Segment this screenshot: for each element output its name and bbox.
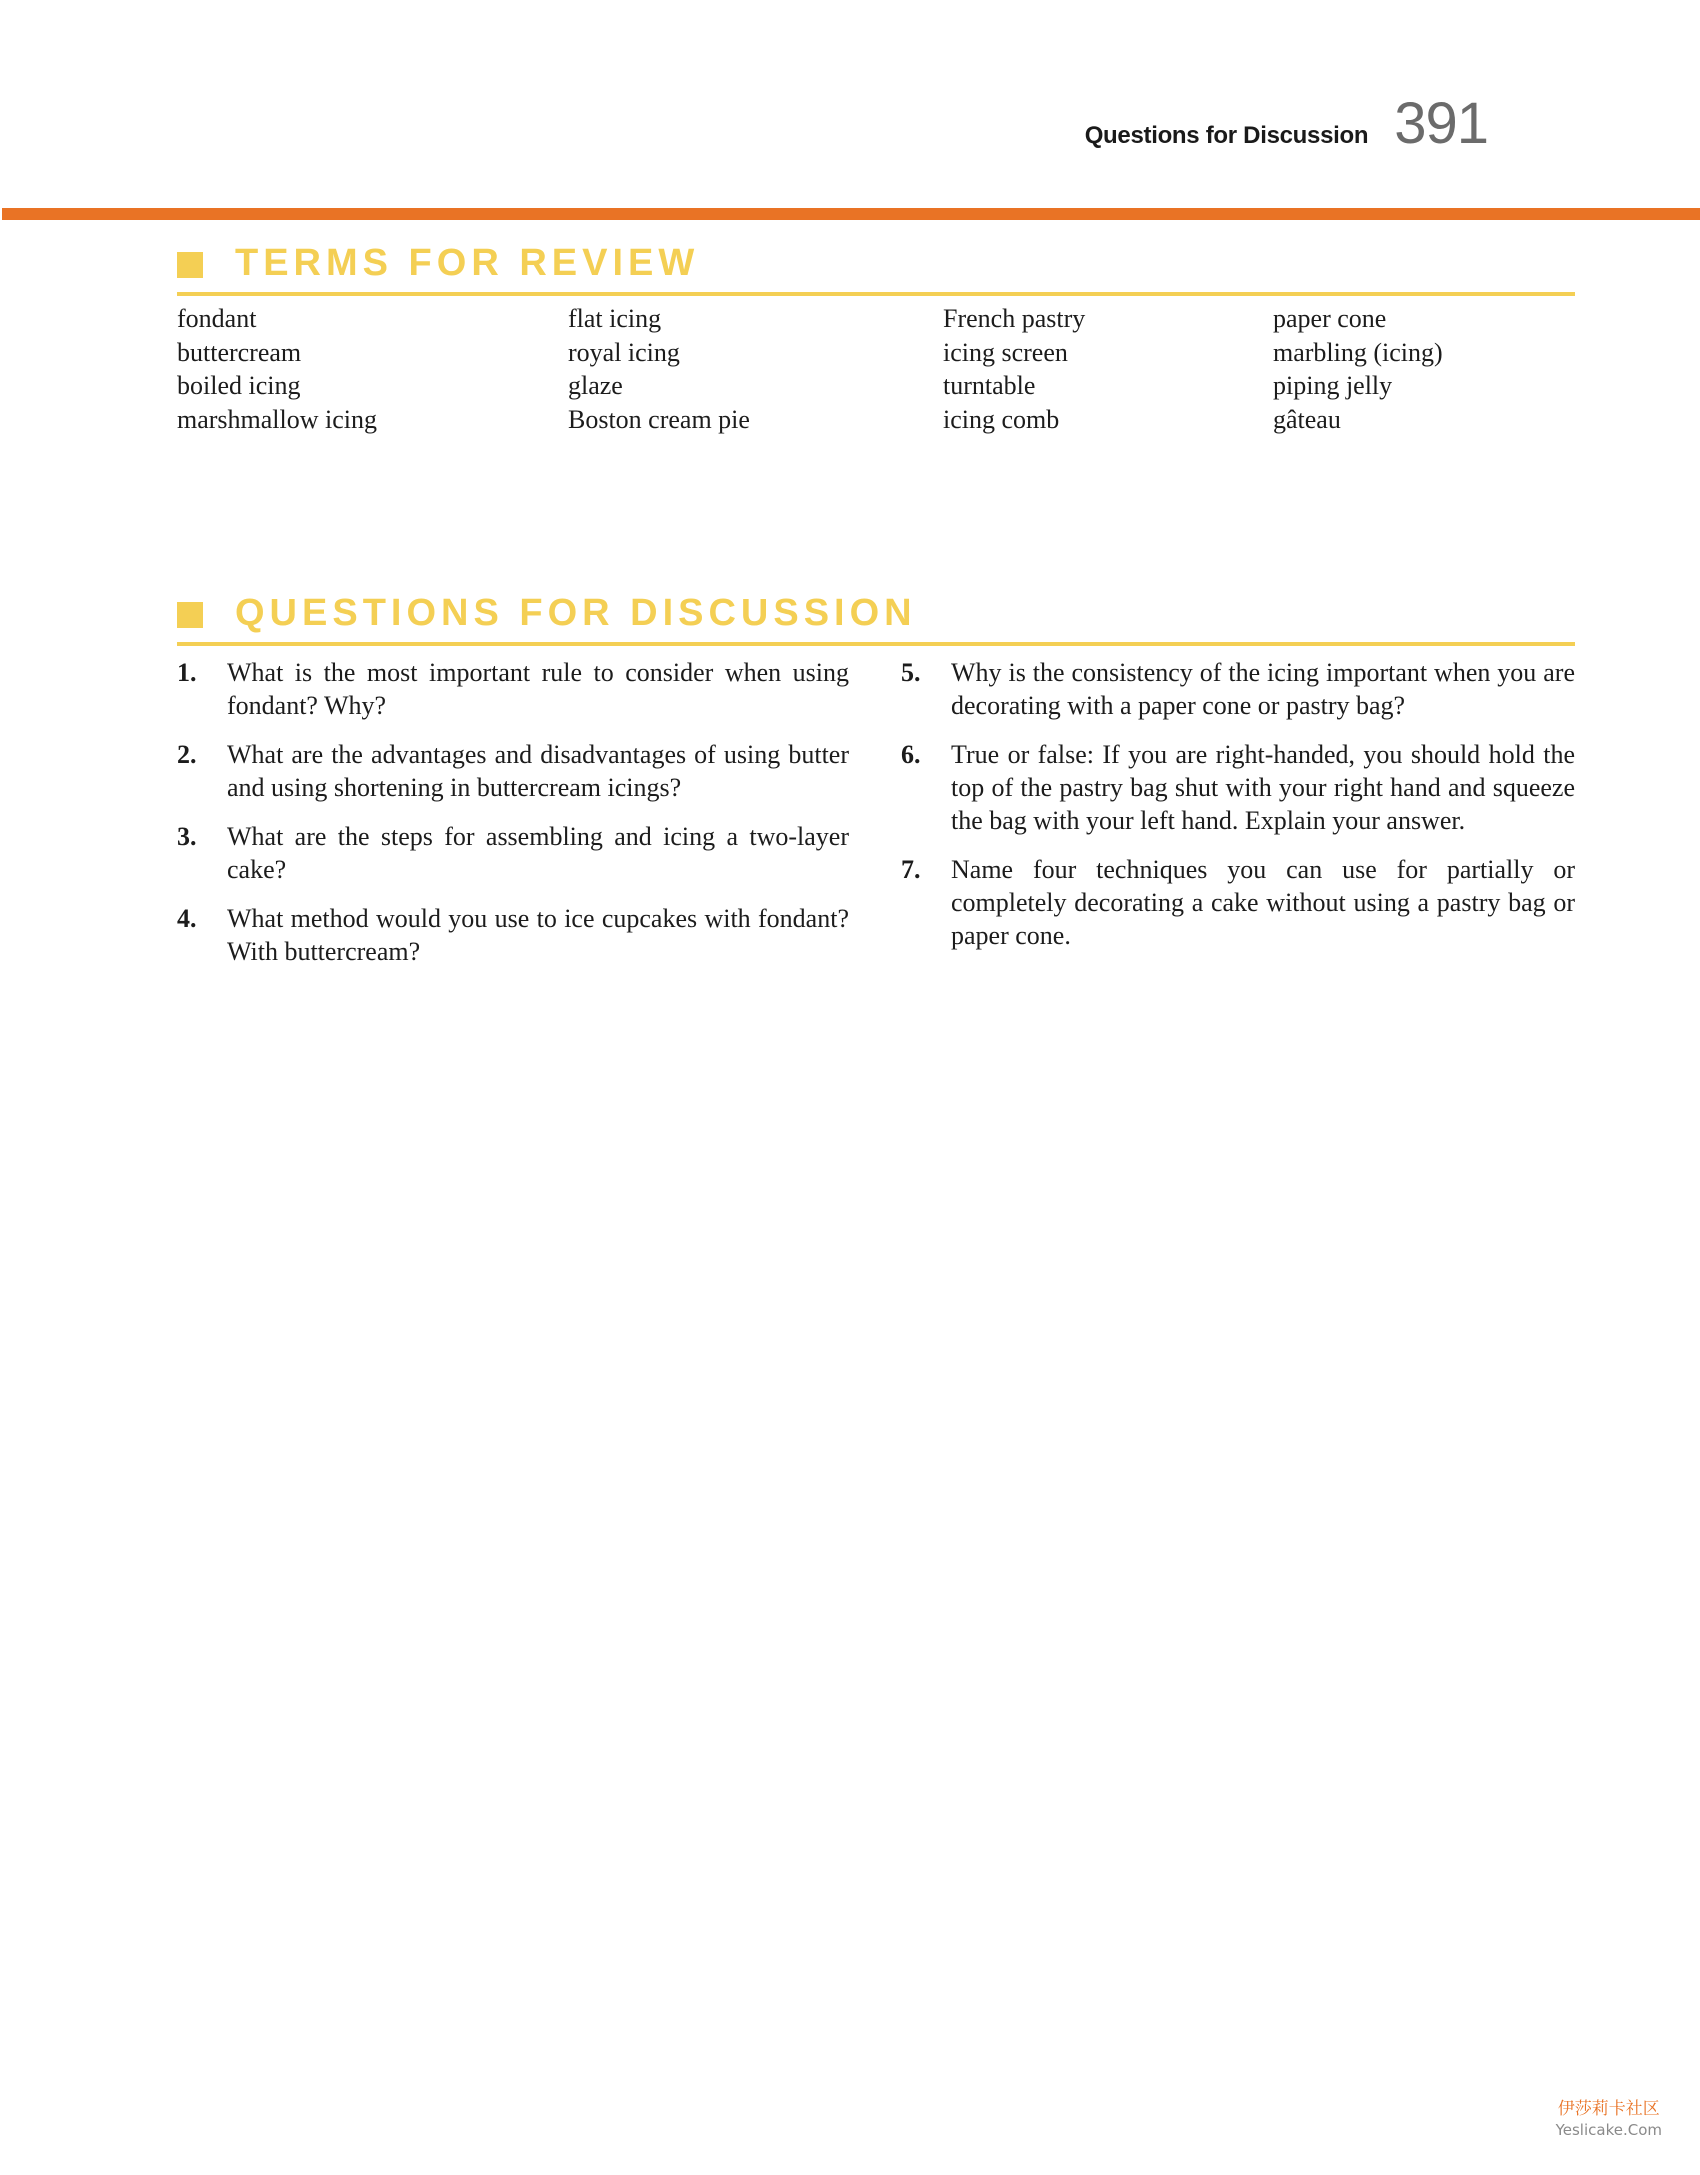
question-item bbox=[901, 853, 1575, 952]
terms-heading: TERMS FOR REVIEW bbox=[235, 242, 700, 284]
term: turntable bbox=[943, 371, 1036, 400]
question-item bbox=[901, 656, 1575, 722]
term: paper cone bbox=[1273, 304, 1387, 333]
terms-for-review-section bbox=[177, 242, 1575, 452]
header-rule bbox=[2, 208, 1700, 220]
term: French pastry bbox=[943, 304, 1086, 333]
question-item bbox=[901, 738, 1575, 837]
heading-square-bullet bbox=[177, 252, 203, 278]
question-item bbox=[177, 656, 849, 722]
section-heading bbox=[177, 242, 1575, 296]
question-number: 3. bbox=[177, 822, 197, 851]
watermark-en: Yeslicake.Com bbox=[1555, 2121, 1662, 2139]
watermark-cn: 伊莎莉卡社区 bbox=[1557, 2099, 1660, 2119]
term: marbling (icing) bbox=[1273, 337, 1443, 367]
term: flat icing bbox=[568, 304, 662, 333]
question-number: 6. bbox=[901, 740, 921, 769]
question-text: What is the most important rule to consider when using fondant? Why? bbox=[227, 658, 849, 720]
questions-for-discussion-section bbox=[177, 592, 1575, 966]
term: buttercream bbox=[177, 337, 302, 367]
questions-column-left bbox=[177, 656, 849, 984]
question-text: What are the advantages and disadvantages of using butter and using shortening in buttercream icings? bbox=[227, 740, 849, 802]
term: glaze bbox=[568, 371, 623, 400]
terms-column-1 bbox=[177, 302, 377, 436]
questions-column-right bbox=[901, 656, 1575, 968]
term: piping jelly bbox=[1273, 371, 1393, 400]
term: boiled icing bbox=[177, 371, 301, 400]
terms-column-4 bbox=[1273, 302, 1443, 436]
question-item bbox=[177, 820, 849, 886]
page-number: 391 bbox=[1394, 91, 1488, 156]
question-text: Why is the consistency of the icing important when you are decorating with a paper cone or pastry bag? bbox=[951, 658, 1575, 720]
question-text: What are the steps for assembling and icing a two-layer cake? bbox=[227, 822, 849, 884]
term: royal icing bbox=[568, 337, 680, 367]
term: icing comb bbox=[943, 404, 1060, 434]
running-head bbox=[1085, 90, 1488, 157]
question-item bbox=[177, 902, 849, 968]
section-heading bbox=[177, 592, 1575, 646]
term: gâteau bbox=[1273, 404, 1341, 434]
term: Boston cream pie bbox=[568, 404, 750, 434]
questions-heading: QUESTIONS FOR DISCUSSION bbox=[235, 592, 917, 634]
question-text: What method would you use to ice cupcakes with fondant? With buttercream? bbox=[227, 904, 849, 966]
watermark bbox=[1556, 2098, 1662, 2140]
question-text: True or false: If you are right-handed, you should hold the top of the pastry bag shut with your right hand and squeeze the bag with your left hand. Explain your answer. bbox=[951, 740, 1575, 835]
heading-square-bullet bbox=[177, 602, 203, 628]
term: fondant bbox=[177, 304, 257, 333]
terms-grid bbox=[177, 302, 1575, 452]
question-number: 2. bbox=[177, 740, 197, 769]
question-number: 5. bbox=[901, 658, 921, 687]
term: marshmallow icing bbox=[177, 404, 378, 434]
terms-column-2 bbox=[568, 302, 750, 436]
terms-column-3 bbox=[943, 302, 1085, 436]
running-head-title: Questions for Discussion bbox=[1084, 122, 1369, 149]
question-number: 1. bbox=[177, 658, 197, 687]
term: icing screen bbox=[943, 337, 1068, 367]
question-number: 7. bbox=[901, 855, 921, 884]
question-number: 4. bbox=[177, 904, 197, 933]
question-text: Name four techniques you can use for partially or completely decorating a cake without using a pastry bag or paper cone. bbox=[951, 855, 1575, 950]
question-item bbox=[177, 738, 849, 804]
